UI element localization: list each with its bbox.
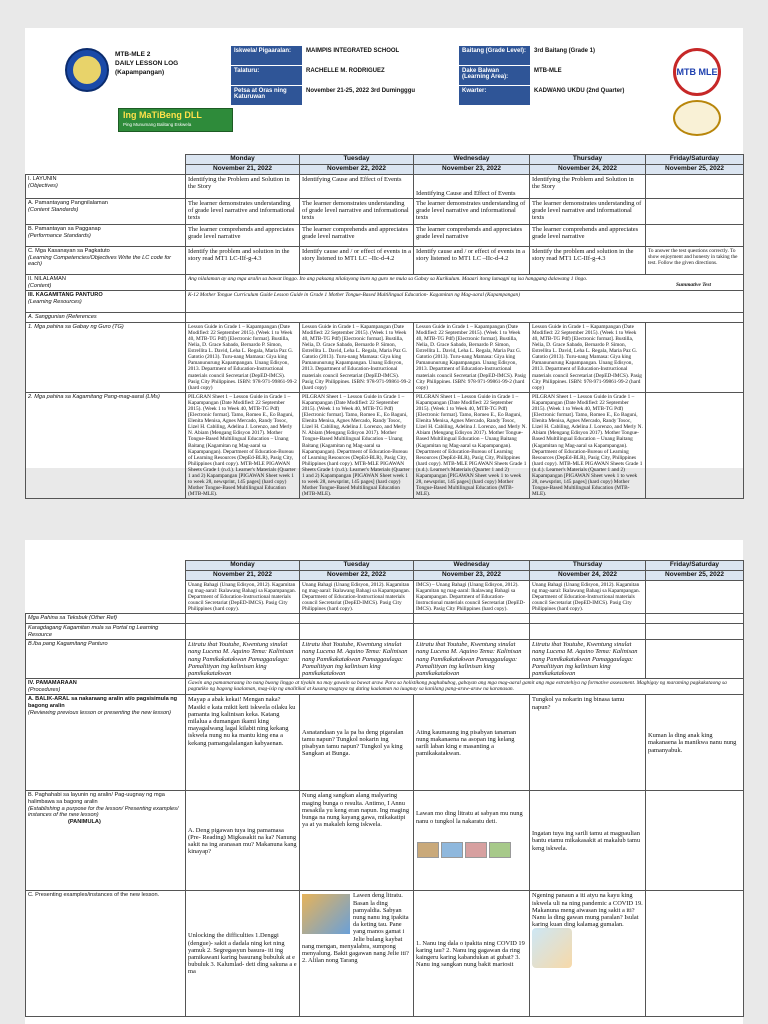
presenting-thu-cell [530,891,646,1017]
logo-text: Ing MaTiBeng DLL [123,110,202,120]
meta-table [230,45,667,106]
day-friday: Friday/Saturday [646,155,744,165]
procedures-en: (Procedures) [28,686,61,693]
competencies-label [26,247,186,275]
summative-test: Summative Test [676,282,711,289]
resources-title: III. KAGAMITANG PANTURO [28,292,103,299]
review-mon: Mayap a abak kekai! Mengan naka? Masiki e kata mikit keti iskwela oilaku ku pamanta ing kalinisan keka. Katang milalua a dumangan ikami king mayagalwang lagal kilabit ning kekang iskwela nung nu ka mantu king ena a kekang pamangalalangan kabyaenan. [186,695,300,791]
dll-language: (Kapampangan) [115,69,165,76]
standard-wed: The learner demonstrates understanding of grade level narrative and informational texts [414,199,530,225]
lm-wed: PILGRAN Sheet 1 – Lesson Guide in Grade 1 – Kapampangan (Date Modified: 22 September 2015). (Week 1 to Week 40, MTB-TG Pdf) [Electronic format]. Tamo, Romeo E., Eo Baguni, Elenita Menisa, Agnes Mercado, Randy Tosoc, Lizel H. Cabiling, Adelina J. Lorenzo, and Merly N. Abiam (Mengang Edisyon 2017). Mother Tongue-Based Multilingual Education – Unang Baitang (Kagamitan ng Mag-aaral sa Kapampangan). Department of Education-Bureau of Learning Resources (DepEd-BLR), Pasig City, Philippines (hard copy). MTB-MLE PIGAWAN Sheets Grade 1 (n.d.). Learner's Materials (Quarter 1 and 2) Kapampangan [PIGAWAN Sheet week 1 to week 28, newsprint, 145 pages] (hard copy) Mother Tongue-Based Multilingual Education (MTB-MLE). [414,392,530,499]
purpose-wed-cell [414,791,530,891]
page-1 [25,28,743,498]
learning-area-label: Dake Balwan (Learning Area): [459,66,531,86]
deped-seal-icon [65,48,109,92]
teacher-value: RACHELLE M. RODRIGUEZ [303,66,459,86]
objective-thu: Identifying the Problem and Solution in the Story [530,175,646,199]
performance-en: (Performance Standards) [28,232,91,239]
decorative-emblem-icon [673,100,721,136]
content-standards-en: (Content Standards) [28,206,79,213]
objectives-en: (Objectives) [28,182,58,189]
purpose-thu: Ingatan tuya ing sarili tamu at magpaulian bantu etamu mikakasakit at makalub tamu keng iskwela. [530,791,646,891]
matibeng-logo [118,108,233,132]
presenting-tue-cell [300,891,414,1017]
date-friday: November 25, 2022 [646,165,744,175]
mle-title: MTB-MLE 2 [115,51,151,58]
lesson-header [25,28,743,152]
lesson-table-page-1 [25,154,744,499]
logo-subtext: Ping Munumang Balitang Eskwela [123,122,192,127]
covid-image-icon [532,928,572,968]
other-ref-label: Mga Pahina sa Teksbuk (Other Ref) [26,614,186,624]
materials-thu: Litratu ibat Youtube, Kwentung sinulat nang Lucena M. Aquino Tema: Kalinisan nang Pamikakatakwan Pamaggaulaga: Pamalitiyan ing kalinisan king pamikakatakwan [530,640,646,679]
competency-tue: Identify cause and / or effect of events in a story listened to MT1 LC –IIc-d-4.2 [300,247,414,275]
procedures-label [26,679,186,695]
quarter-label: Kwarter: [459,86,531,106]
day-thursday: Thursday [530,561,646,571]
presenting-mon: Unlocking the difficulties 1.Denggi (dengue)- sakit a dadala ning ket ning yamuk 2. Segregasyun basura- iti ing pamikawani karing basurang bubuluk at e bubuluk 3. Kalumlad- deti ding sakuna a e ma [186,891,300,1017]
references-label: A. Sanggunian (References [26,313,186,323]
competencies-en: (Learning Competencies/Objectives Write the LC code for each) [28,254,172,268]
presenting-fri [646,891,744,1017]
content-label [26,275,186,291]
review-en: (Reviewing previous lesson or presenting the new lesson) [28,709,172,716]
photo-icon [441,842,463,858]
lm-cont-tue: Unang Bahagi (Unang Edisyon, 2012). Kagamitan ng mag-aaral: Ikalawang Bahagi sa Kapampangan. Department of Education-Instructional materials council Secretariat (DepED-IMCS). Pasig City Philippines (hard copy). [300,581,414,614]
objective-wed: Identifying Cause and Effect of Events [414,175,530,199]
resources-label [26,291,186,313]
teacher-label: Talaturu: [231,66,303,86]
materials-mon: Litratu ibat Youtube, Kwentung sinulat nang Lucena M. Aquino Tema: Kalinisan nang Pamikakatakwan Pamaggaulaga: Pamalitiyan ing kalinisan king pamikakatakwan [186,640,300,679]
competencies-title: C. Mga Kasanayan sa Pagkatuto [28,248,110,254]
presenting-label: C. Presenting examples/instances of the new lesson. [26,891,186,1017]
tg-thu: Lesson Guide in Grade 1 – Kapampangan (Date Modified: 22 September 2015). (Week 1 to Week 40, MTB-TG Pdf) [Electronic format]. Bustilla, Nelia, D. Grace Sabado, Bernardo P. Simon, Estrellita L. David, Leha L. Regala, Maria Paz G. Gatotio (2013). Turu-nang Mamasa: Giya king Pamanunurung Kapampangan. Unang Edisyon, 2013. Department of Education-Instructional materials council Secretariat (DepED-IMCS). Pasig City Philippines. ISBN: 978-971-99861-99-2 (hard copy) [530,322,646,392]
lm-cont-thu: Unang Bahagi (Unang Edisyon, 2012). Kagamitan ng mag-aaral: Ikalawang Bahagi sa Kapampangan. Department of Education-Instructional materials council Secretariat (DepED-IMCS). Pasig City Philippines (hard copy). [530,581,646,614]
date-wednesday: November 23, 2022 [414,165,530,175]
tg-wed: Lesson Guide in Grade 1 – Kapampangan (Date Modified: 22 September 2015). (Week 1 to Week 40, MTB-TG Pdf) [Electronic format]. Bustilla, Nelia, D. Grace Sabado, Bernardo P. Simon, Estrellita L. David, Leha L. Regala, Maria Paz G. Gatotio (2013). Turu-nang Mamasa: Giya king Pamanunurung Kapampangan. Unang Edisyon, 2013. Department of Education-Instructional materials council Secretariat (DepED-IMCS). Pasig City Philippines. ISBN: 978-971-99861-99-2 (hard copy) [414,322,530,392]
performance-title: B. Pamantayan sa Pagganap [28,226,101,232]
competency-thu: Identify the problem and solution in the story read MT1 LC-IIf-g-4.3 [530,247,646,275]
grade-value: 3rd Baitang (Grade 1) [531,46,667,66]
day-wednesday: Wednesday [414,561,530,571]
presenting-thu: Ngening panaun a iti atyu na kayu king iskwela uli na ning pandemic a COVID 19. Makanuna meng aiwasan ing sakit a iti? Nanu la ding gawan mung paralan? Isulat karing kuan ding kalamag gumalan. [532,892,643,929]
tg-tue: Lesson Guide in Grade 1 – Kapampangan (Date Modified: 22 September 2015). (Week 1 to Week 40, MTB-TG Pdf) [Electronic format]. Bustilla, Nelia, D. Grace Sabado, Bernardo P. Simon, Estrellita L. David, Leha L. Regala, Maria Paz G. Gatotio (2013). Turu-nang Mamasa: Giya king Pamanunurung Kapampangan. Unang Edisyon, 2013. Department of Education-Instructional materials council Secretariat (DepED-IMCS). Pasig City Philippines. ISBN: 978-971-99861-99-2 (hard copy) [300,322,414,392]
review-thu: Tungkol ya nokarin ing binasa tamu napun? [530,695,646,791]
performance-tue: The learner comprehends and appreciates grade level narrative [300,225,414,247]
other-materials-label: B.Iba pang Kagamitang Panturo [26,640,186,679]
standard-mon: The learner demonstrates understanding of grade level narrative and informational texts [186,199,300,225]
content-note: Ang nilalaman ay ang mga aralin sa bawat linggo. Ito ang paksang nilalayong ituro ng guro ne mula sa Gabay sa Kurikulum. Maaari itong lumagpi ng isa hanggang dalawang 1 lingo. [188,276,588,282]
standard-tue: The learner demonstrates understanding of grade level narrative and informational texts [300,199,414,225]
lm-mon: PILGRAN Sheet 1 – Lesson Guide in Grade 1 – Kapampangan (Date Modified: 22 September 2015). (Week 1 to Week 40, MTB-TG Pdf) [Electronic format]. Tamo, Romeo E., Eo Baguni, Elenita Menisa, Agnes Mercado, Randy Tosoc, Lizel H. Cabiling, Adelina J. Lorenzo, and Merly N. Abiam (Mengang Edisyon 2017). Mother Tongue-Based Multilingual Education – Unang Baitang (Kagamitan ng Mag-aaral sa Kapampangan). Department of Education-Bureau of Learning Resources (DepEd-BLR), Pasig City, Philippines (hard copy). MTB-MLE PIGAWAN Sheets Grade 1 (n.d.). Learner's Materials (Quarter 1 and 2) Kapampangan [PIGAWAN Sheet week 1 to week 28, newsprint, 145 pages] (hard copy) Mother Tongue-Based Multilingual Education (MTB-MLE). [186,392,300,499]
tg-mon: Lesson Guide in Grade 1 – Kapampangan (Date Modified: 22 September 2015). (Week 1 to Week 40, MTB-TG Pdf) [Electronic format]. Bustilla, Nelia, D. Grace Sabado, Bernardo P. Simon, Estrellita L. David, Leha L. Regala, Maria Paz G. Gatotio (2013). Turu-nang Mamasa: Giya king Pamanunurung Kapampangan. Unang Edisyon, 2013. Department of Education-Instructional materials council Secretariat (DepED-IMCS). Pasig City Philippines. ISBN: 978-971-99861-99-2 (hard copy) [186,322,300,392]
date-friday: November 25, 2022 [646,571,744,581]
lm-cont-wed: IMCS) – Unang Bahagi (Unang Edisyon, 2012). Kagamitan ng mag-aaral: Ikalawang Bahagi sa Kapampangan. Department of Education-Instructional materials council Secretariat (DepED-IMCS). Pasig City Philippines (hard copy). [414,581,530,614]
learning-area-value: MTB-MLE [531,66,667,86]
lm-tue: PILGRAN Sheet 1 – Lesson Guide in Grade 1 – Kapampangan (Date Modified: 22 September 2015). (Week 1 to Week 40, MTB-TG Pdf) [Electronic format]. Tamo, Romeo E., Eo Baguni, Elenita Menisa, Agnes Mercado, Randy Tosoc, Lizel H. Cabiling, Adelina J. Lorenzo, and Merly N. Abiam (Mengang Edisyon 2017). Mother Tongue-Based Multilingual Education – Unang Baitang (Kagamitan ng Mag-aaral sa Kapampangan). Department of Education-Bureau of Learning Resources (DepEd-BLR), Pasig City, Philippines (hard copy). MTB-MLE PIGAWAN Sheets Grade 1 (n.d.). Learner's Materials (Quarter 1 and 2) Kapampangan [PIGAWAN Sheet week 1 to week 28, newsprint, 145 pages] (hard copy) Mother Tongue-Based Multilingual Education (MTB-MLE). [300,392,414,499]
competency-wed: Identify cause and / or effect of events in a story listened to MT1 LC –IIc-d-4.2 [414,247,530,275]
portal-label: Karagdagang Kagamitan mula sa Portal ng Learning Resource [26,624,186,640]
date-label: Petsa at Oras ning Katuruwan [231,86,303,106]
standard-thu: The learner demonstrates understanding of grade level narrative and informational texts [530,199,646,225]
mtb-mle-badge-icon [673,48,721,96]
school-label: Iskwela/ Pigaaralan: [231,46,303,66]
day-friday: Friday/Saturday [646,561,744,571]
dll-title: DAILY LESSON LOG [115,60,179,67]
purpose-wed: Lawan mo ding litratu at sabyan mu nung nanu o tungkol la nakaratu deti. [416,810,523,825]
photo-icon [465,842,487,858]
content-title: II. NILALAMAN [28,276,66,282]
purpose-tue: Nung alang sangkan alang malyaring maging bunga o resulta. Antimo, I Annu mesakila yu keng eran napun. Ing maging bunga na nung kayang gawa, mikakatipi ya at ya makaleh keng iskwela. [300,791,414,891]
performance-thu: The learner comprehends and appreciates grade level narrative [530,225,646,247]
objective-fri [646,175,744,199]
lm-cont-mon: Unang Bahagi (Unang Edisyon, 2012). Kagamitan ng mag-aaral: Ikalawang Bahagi sa Kapampangan. Department of Education-Instructional materials council Secretariat (DepED-IMCS). Pasig City Philippines (hard copy). [186,581,300,614]
performance-wed: The learner comprehends and appreciates grade level narrative [414,225,530,247]
materials-tue: Litratu ibat Youtube, Kwentung sinulat nang Lucena M. Aquino Tema: Kalinisan nang Pamikakatakwan Pamaggaulaga: Pamalitiyan ing kalinisan king pamikakatakwan [300,640,414,679]
materials-wed: Litratu ibat Youtube, Kwentung sinulat nang Lucena M. Aquino Tema: Kalinisan nang Pamikakatakwan Pamaggaulaga: Pamalitiyan ing kalinisan king pamikakatakwan [414,640,530,679]
presenting-wed: 1. Nanu ing dala o ipakita ning COVID 19 karing tau? 2. Nanu ing gagawan da ring kaingeru karing kabandukan at gubat? 3. Nanu ing sangkan nung bakit mariosit [414,891,530,1017]
day-monday: Monday [186,155,300,165]
competency-mon: Identify the problem and solution in the story read MT1 LC-IIf-g-4.3 [186,247,300,275]
panimula: (PANIMULA) [68,818,101,825]
lm-pages-label: 2. Mga pahina sa Kagamitang Pang-mag-aaral (LMs) [26,392,186,499]
date-monday: November 21, 2022 [186,165,300,175]
day-monday: Monday [186,561,300,571]
purpose-fri [646,791,744,891]
objectives-title: I. LAYUNIN [28,176,57,182]
review-fri: Kuman la ding anak king makanaena la manikwa nanu nung pamanyabuk. [646,695,744,791]
date-tuesday: November 22, 2022 [300,165,414,175]
objective-mon: Identifying the Problem and Solution in the Story [186,175,300,199]
procedures-note: Gawin ang pamamaraang ito nang buong linggo at tiyakin na may gawain sa bawat araw. Para sa holistikong paghuhubog, gabayan ang mga mag-aaral gamit ang mga estratehiya ng formative assessment. Magbigay ng maraming pagkakataong sa pagtutiko ng bagong kaalaman, mag-isip ng analitikal at kusang magtaya ng dating kaalaman na iuugnay sa kanilang pang-araw-araw na karanasan. [186,679,744,695]
day-tuesday: Tuesday [300,561,414,571]
purpose-label [26,791,186,891]
resources-text: K-12 Mother Tongue Curriculum Guide Lesson Guide in Grade 1 Mother Tongue-Based Multilingual Education- Kagamitan ng Mag-aaral (Kapampangan) [186,291,744,313]
date-monday: November 21, 2022 [186,571,300,581]
resources-en: (Learning Resources) [28,298,82,305]
objective-tue: Identifying Cause and Effect of Events [300,175,414,199]
title-block [115,50,225,77]
page-2 [25,540,743,1024]
date-thursday: November 24, 2022 [530,165,646,175]
content-standards-label [26,199,186,225]
performance-standards-label [26,225,186,247]
badge-text: MTB MLE [676,67,718,77]
tg-pages-label: 1. Mga pahina sa Gabay ng Guro (TG) [26,322,186,392]
date-thursday: November 24, 2022 [530,571,646,581]
purpose-en: (Establishing a purpose for the lesson/ Presenting examples/ instances of the new lesson) [28,805,179,819]
procedures-title: IV. PAMAMARAAN [28,680,77,687]
day-tuesday: Tuesday [300,155,414,165]
presenting-tue: Lawen deng litratu. Basan la ding pamyaldia. Sabyan nung nanu ing ipakita da keting tau. Pane yang manos gamat i Jelie bulang kaybat nang mengan, menyalabra, sumpong menyalung. Bakit gagawan nang Jelie iti? 2. Alilan nong Tarang [302,892,409,965]
date-wednesday: November 23, 2022 [414,571,530,581]
photo-icon [417,842,439,858]
photo-icon [489,842,511,858]
review-label [26,695,186,791]
date-tuesday: November 22, 2022 [300,571,414,581]
lm-thu: PILGRAN Sheet 1 – Lesson Guide in Grade 1 – Kapampangan (Date Modified: 22 September 2015). (Week 1 to Week 40, MTB-TG Pdf) [Electronic format]. Tamo, Romeo E., Eo Baguni, Elenita Menisa, Agnes Mercado, Randy Tosoc, Lizel H. Cabiling, Adelina J. Lorenzo, and Merly N. Abiam (Mengang Edisyon 2017). Mother Tongue-Based Multilingual Education – Unang Baitang (Kagamitan ng Mag-aaral sa Kapampangan). Department of Education-Bureau of Learning Resources (DepEd-BLR), Pasig City, Philippines (hard copy). MTB-MLE PIGAWAN Sheets Grade 1 (n.d.). Learner's Materials (Quarter 1 and 2) Kapampangan [PIGAWAN Sheet week 1 to week 28, newsprint, 145 pages] (hard copy) Mother Tongue-Based Multilingual Education (MTB-MLE). [530,392,646,499]
grade-label: Baitang (Grade Level): [459,46,531,66]
handwashing-image-icon [302,894,350,934]
day-wednesday: Wednesday [414,155,530,165]
competency-fri: To answer the test questions correctly. To show enjoyment and honesty in taking the test. Follow the given directions. [646,247,744,275]
quarter-value: KADWANG UKDU (2nd Quarter) [531,86,667,106]
review-wed: Ating kaumaung ing pisabyan tanaman nung makanaena na asopan ing kelang sarili laban king e masanting a pamikakatakwan. [414,695,530,791]
content-note-cell [186,275,744,291]
objectives-label [26,175,186,199]
school-value: MAIMPIS INTEGRATED SCHOOL [303,46,459,66]
content-standards-title: A. Pamantayang Pangnilalaman [28,200,108,206]
review-title: A. BALIK-ARAL sa nakaraang aralin at/o pagsisimula ng bagong aralin [28,696,178,710]
day-thursday: Thursday [530,155,646,165]
content-en: (Content) [28,282,52,289]
purpose-mon: A. Deng pigawan tuya ing pamamasa (Pre- Reading) Migkasakit na ka? Nanung sakit na ing aranasan mu? Makanuna kang kinayap? [186,791,300,891]
review-tue: Asnatandaan ya la pa ba deng pigaralan tamu napun? Tungkol nokarin ing pisabyan tamu napun? Tungkol ya king Sangkan at Bunga. [300,695,414,791]
date-value: November 21-25, 2022 3rd Dumingggu [303,86,459,106]
performance-mon: The learner comprehends and appreciates grade level narrative [186,225,300,247]
lesson-table-page-2 [25,560,744,1017]
purpose-title: B. Paghahabi sa layunin ng aralin/ Pag-uugnay ng mga halimbawa sa bagong aralin [28,792,165,806]
